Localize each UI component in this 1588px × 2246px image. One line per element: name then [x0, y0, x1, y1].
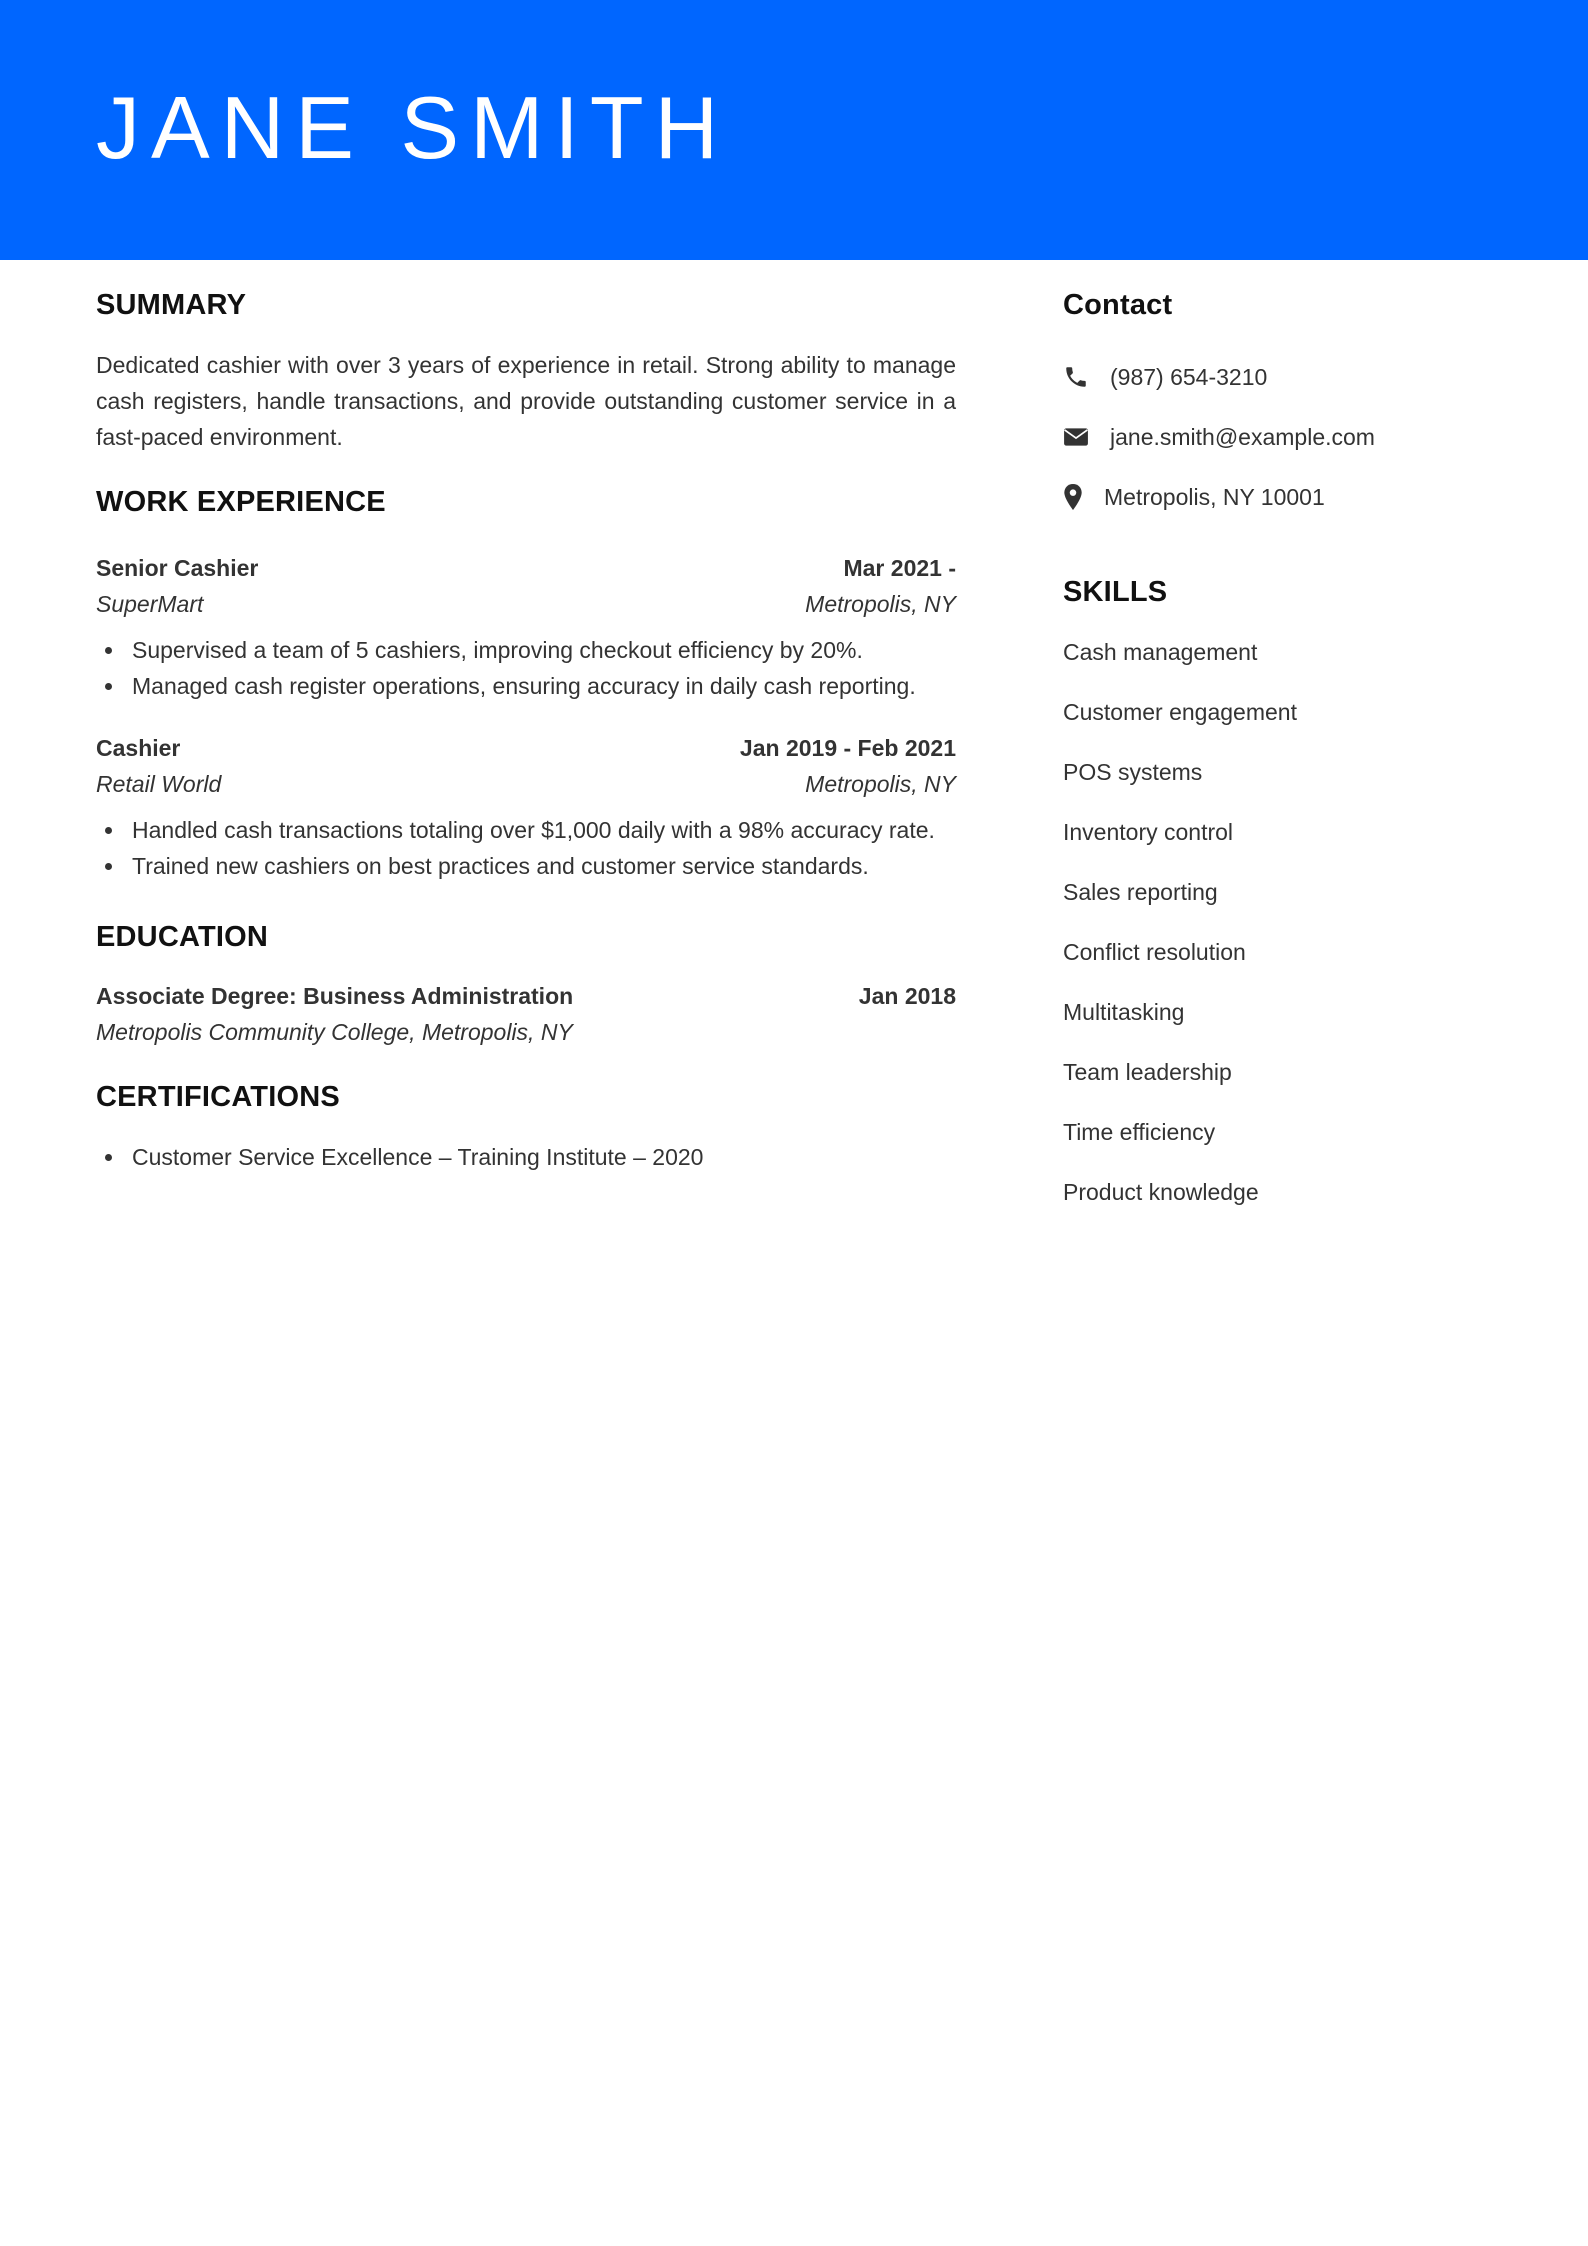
- job-location: Metropolis, NY: [805, 770, 956, 797]
- skill-item: POS systems: [1063, 758, 1203, 785]
- skills-list: [1063, 622, 1493, 1222]
- phone-icon: [1063, 364, 1089, 390]
- skills-title: SKILLS: [1063, 575, 1168, 608]
- job-company: Retail World: [96, 770, 222, 797]
- certifications-title: CERTIFICATIONS: [96, 1081, 340, 1114]
- contact-email: [1063, 407, 1493, 467]
- list-item: Handled cash transactions totaling over $1,000 daily with a 98% accuracy rate.: [96, 812, 956, 848]
- phone-number: (987) 654-3210: [1110, 363, 1268, 390]
- job-role: Senior Cashier: [96, 554, 259, 581]
- contact-phone: [1063, 347, 1493, 407]
- contact-list: [1063, 347, 1493, 527]
- main-column: [96, 288, 956, 1175]
- experience-title: WORK EXPERIENCE: [96, 485, 386, 518]
- list-item: Supervised a team of 5 cashiers, improving checkout efficiency by 20%.: [96, 632, 956, 668]
- job-dates: Jan 2019 - Feb 2021: [739, 734, 956, 761]
- job-role: Cashier: [96, 734, 181, 761]
- school: Metropolis Community College, Metropolis, NY: [96, 1019, 573, 1046]
- location-text: Metropolis, NY 10001: [1104, 483, 1325, 510]
- skill-item: Product knowledge: [1063, 1178, 1259, 1205]
- contact-location: [1063, 467, 1493, 527]
- contact-title: Contact: [1063, 289, 1173, 321]
- job-location: Metropolis, NY: [805, 590, 956, 617]
- degree: Associate Degree: Business Administration: [96, 983, 574, 1010]
- education-date: Jan 2018: [858, 983, 956, 1010]
- sidebar: [1063, 288, 1493, 1222]
- skill-item: Conflict resolution: [1063, 938, 1246, 965]
- job-entry: [96, 550, 956, 704]
- skill-item: Cash management: [1063, 638, 1258, 665]
- list-item: Customer Service Excellence – Training Institute – 2020: [96, 1139, 956, 1175]
- job-bullets: [96, 632, 956, 704]
- skill-item: Sales reporting: [1063, 878, 1218, 905]
- skill-item: Time efficiency: [1063, 1118, 1216, 1145]
- education-entry: [96, 978, 956, 1050]
- job-dates: Mar 2021 -: [843, 554, 956, 581]
- skill-item: Customer engagement: [1063, 698, 1297, 725]
- header-banner: [0, 0, 1588, 260]
- job-entry: [96, 730, 956, 884]
- summary-text: Dedicated cashier with over 3 years of experience in retail. Strong ability to manage cash registers, handle transactions, and provide outstanding customer service in a fast-paced environment.: [96, 351, 956, 450]
- map-pin-icon: [1063, 484, 1083, 510]
- email-address: jane.smith@example.com: [1110, 423, 1375, 450]
- skill-item: Multitasking: [1063, 998, 1185, 1025]
- summary-title: SUMMARY: [96, 289, 247, 321]
- list-item: Managed cash register operations, ensuring accuracy in daily cash reporting.: [96, 668, 956, 704]
- skill-item: Team leadership: [1063, 1058, 1232, 1085]
- job-company: SuperMart: [96, 590, 204, 617]
- skill-item: Inventory control: [1063, 818, 1234, 845]
- education-title: EDUCATION: [96, 920, 269, 953]
- list-item: Trained new cashiers on best practices and customer service standards.: [96, 848, 956, 884]
- candidate-name: JANE SMITH: [96, 78, 730, 177]
- envelope-icon: [1063, 424, 1089, 450]
- certifications-list: [96, 1139, 956, 1175]
- job-bullets: [96, 812, 956, 884]
